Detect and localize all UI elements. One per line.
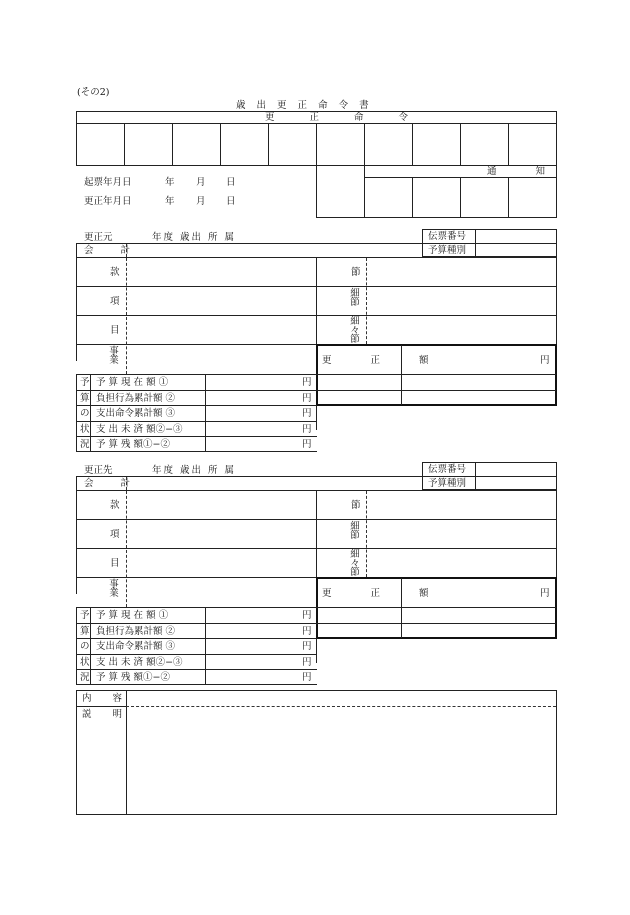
correction-year: 年 [165, 196, 175, 207]
status-char: 況 [80, 439, 90, 450]
status-row-label: 支出命令累計額 ③ [96, 641, 176, 652]
correction-amount-box [316, 344, 557, 406]
draft-date-label: 起票年月日 [84, 177, 132, 188]
slip-number-label: 伝票番号 [428, 231, 467, 242]
status-row-yen: 円 [302, 672, 312, 683]
saisetsu-label: 細 節 [350, 521, 360, 541]
correction-amount-box [316, 577, 557, 639]
moku-label: 目 [110, 325, 120, 336]
status-char: 予 [80, 610, 90, 621]
kan-label: 款 [110, 500, 120, 511]
correction-amount-label: 更 正 額 [322, 588, 447, 599]
content-box [76, 690, 557, 815]
account-label: 会 計 [84, 478, 143, 489]
document-title: 歳 出 更 正 命 令 書 [236, 100, 373, 111]
fiscal-label: 年度 歳出 所 属 [152, 465, 237, 476]
order-header: 更 正 命 令 [265, 112, 425, 123]
moku-label: 目 [110, 558, 120, 569]
kou-label: 項 [110, 296, 120, 307]
account-label: 会 計 [84, 245, 143, 256]
section-label: 更正元 [84, 232, 113, 243]
explanation-label: 説 明 [82, 709, 132, 720]
status-row-label: 予 算 残 額①−② [96, 439, 171, 450]
status-char: 予 [80, 377, 90, 388]
correction-date-label: 更正年月日 [84, 196, 132, 207]
content-label: 内 容 [82, 693, 132, 704]
status-row-yen: 円 [302, 408, 312, 419]
slip-number-label: 伝票番号 [428, 464, 467, 475]
setsu-label: 節 [351, 267, 361, 278]
draft-month: 月 [196, 177, 206, 188]
status-char: 算 [80, 392, 90, 404]
status-row-label: 支 出 未 済 額②−③ [96, 423, 183, 435]
status-char: の [80, 408, 90, 419]
setsu-label: 節 [351, 500, 361, 511]
kou-label: 項 [110, 529, 120, 540]
status-row-label: 支 出 未 済 額②−③ [96, 656, 183, 668]
status-row-label: 予 算 現 在 額 ① [96, 377, 169, 388]
status-row-label: 負担行為累計額 ② [96, 392, 176, 404]
jigyou-label: 事 業 [109, 346, 119, 366]
status-char: 状 [80, 656, 90, 668]
status-row-label: 支出命令累計額 ③ [96, 408, 176, 419]
status-row-label: 負担行為累計額 ② [96, 625, 176, 637]
status-row-yen: 円 [302, 439, 312, 450]
budget-type-label: 予算種別 [428, 478, 467, 489]
status-row-yen: 円 [302, 656, 312, 668]
draft-day: 日 [226, 177, 236, 188]
correction-day: 日 [226, 196, 236, 207]
correction-month: 月 [196, 196, 206, 207]
status-row-yen: 円 [302, 641, 312, 652]
kan-label: 款 [110, 267, 120, 278]
saisetsu-label: 細 節 [350, 288, 360, 308]
status-char: の [80, 641, 90, 652]
status-char: 算 [80, 625, 90, 637]
status-row-yen: 円 [302, 392, 312, 404]
status-row-yen: 円 [302, 610, 312, 621]
correction-yen: 円 [540, 355, 550, 366]
saisaisetsu-label: 細 々 節 [350, 316, 360, 345]
status-row-yen: 円 [302, 423, 312, 435]
status-row-yen: 円 [302, 625, 312, 637]
status-row-yen: 円 [302, 377, 312, 388]
status-char: 状 [80, 423, 90, 435]
correction-amount-label: 更 正 額 [322, 355, 447, 366]
section-label: 更正先 [84, 465, 113, 476]
notice-label: 通 知 [487, 166, 564, 177]
saisaisetsu-label: 細 々 節 [350, 549, 360, 578]
fiscal-label: 年度 歳出 所 属 [152, 232, 237, 243]
jigyou-label: 事 業 [109, 579, 119, 599]
draft-year: 年 [165, 177, 175, 188]
status-char: 況 [80, 672, 90, 683]
status-row-label: 予 算 現 在 額 ① [96, 610, 169, 621]
correction-yen: 円 [540, 588, 550, 599]
budget-type-label: 予算種別 [428, 245, 467, 256]
status-row-label: 予 算 残 額①−② [96, 672, 171, 683]
page-tag: (その2) [77, 87, 110, 98]
